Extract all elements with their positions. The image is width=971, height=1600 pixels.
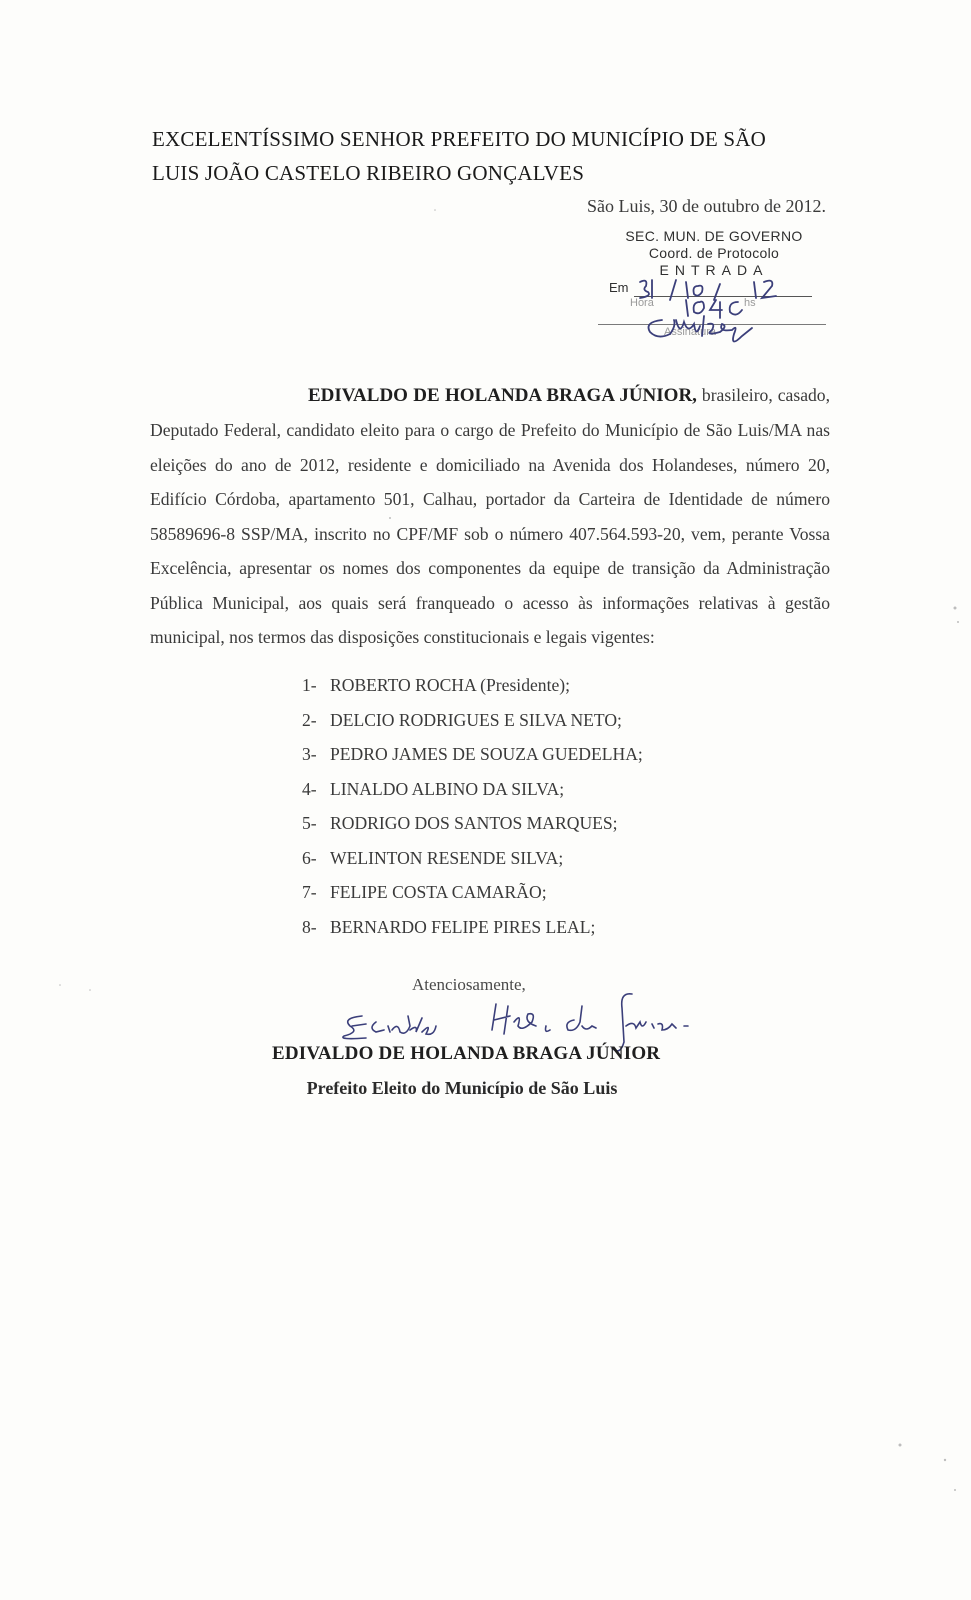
team-member-name: RODRIGO DOS SANTOS MARQUES; bbox=[330, 813, 618, 833]
handwritten-day bbox=[640, 280, 652, 298]
team-member-item bbox=[302, 875, 643, 910]
requester-name: EDIVALDO DE HOLANDA BRAGA JÚNIOR, bbox=[308, 384, 697, 406]
team-member-number: 5- bbox=[302, 813, 317, 833]
transition-team-list bbox=[302, 668, 643, 944]
team-member-item bbox=[302, 841, 643, 876]
team-member-name: LINALDO ALBINO DA SILVA; bbox=[330, 778, 565, 799]
stamp-hora-label: Hora bbox=[630, 297, 654, 309]
heading-line-1: EXCELENTÍSSIMO SENHOR PREFEITO DO MUNICÍPIO DE SÃO bbox=[152, 127, 766, 151]
signer-name: EDIVALDO DE HOLANDA BRAGA JÚNIOR bbox=[272, 1043, 661, 1064]
stamp-assinatura-label: Assinatura bbox=[664, 326, 716, 338]
team-member-name: BERNARDO FELIPE PIRES LEAL; bbox=[330, 916, 596, 937]
handwritten-signature bbox=[336, 982, 716, 1052]
team-member-number: 7- bbox=[302, 882, 317, 902]
team-member-item bbox=[302, 737, 643, 772]
handwritten-slash-2 bbox=[714, 284, 720, 300]
document-date: São Luis, 30 de outubro de 2012. bbox=[587, 196, 826, 216]
team-member-number: 2- bbox=[302, 709, 317, 730]
handwritten-hour bbox=[686, 300, 704, 316]
team-member-item bbox=[302, 703, 643, 738]
team-member-name: WELINTON RESENDE SILVA; bbox=[330, 847, 564, 868]
signer-title: Prefeito Eleito do Município de São Luis bbox=[306, 1078, 618, 1098]
team-member-number: 8- bbox=[302, 916, 317, 937]
team-member-item bbox=[302, 910, 643, 945]
handwritten-minute bbox=[710, 300, 742, 318]
handwritten-slash-1 bbox=[670, 280, 676, 300]
handwritten-shirley bbox=[649, 316, 753, 342]
protocol-stamp bbox=[604, 224, 824, 346]
heading-line-2: LUIS JOÃO CASTELO RIBEIRO GONÇALVES bbox=[152, 161, 585, 185]
team-member-number: 6- bbox=[302, 847, 317, 868]
closing-salutation: Atenciosamente, bbox=[412, 975, 526, 994]
team-member-number: 4- bbox=[302, 778, 317, 799]
handwritten-month bbox=[686, 282, 703, 298]
stamp-hs-label: hs bbox=[744, 297, 756, 309]
team-member-name: FELIPE COSTA CAMARÃO; bbox=[330, 882, 547, 902]
stamp-handwriting bbox=[604, 224, 824, 346]
stamp-line-2: Coord. de Protocolo bbox=[648, 245, 780, 261]
stamp-em-label: Em bbox=[609, 280, 629, 295]
team-member-item bbox=[302, 668, 643, 703]
stamp-line-3: ENTRADA bbox=[659, 262, 769, 278]
team-member-name: DELCIO RODRIGUES E SILVA NETO; bbox=[330, 709, 622, 730]
team-member-name: ROBERTO ROCHA (Presidente); bbox=[330, 675, 571, 695]
team-member-item bbox=[302, 806, 643, 841]
handwritten-year bbox=[754, 281, 776, 298]
addressee-heading bbox=[152, 122, 832, 190]
team-member-number: 3- bbox=[302, 744, 317, 764]
team-member-item bbox=[302, 772, 643, 807]
request-paragraph bbox=[150, 378, 830, 655]
team-member-number: 1- bbox=[302, 675, 317, 695]
stamp-line-1: SEC. MUN. DE GOVERNO bbox=[625, 228, 803, 244]
request-text: brasileiro, casado, Deputado Federal, candidato eleito para o cargo de Prefeito do Município de São Luis/MA nas eleições do ano de 2012, residente e domiciliado na Avenida dos Holandeses, número 20, Edifício Córdoba, apartamento 501, Calhau, portador da Carteira de Identidade de número 58589696-8 SSP/MA, inscrito no CPF/MF sob o número 407.564.593-20, vem, perante Vossa Excelência, apresentar os nomes dos componentes da equipe de transição da Administração Pública Municipal, aos quais será franqueado o acesso às informações relativas à gestão municipal, nos termos das disposições constitucionais e legais vigentes: bbox=[150, 384, 830, 648]
team-member-name: PEDRO JAMES DE SOUZA GUEDELHA; bbox=[330, 744, 643, 764]
